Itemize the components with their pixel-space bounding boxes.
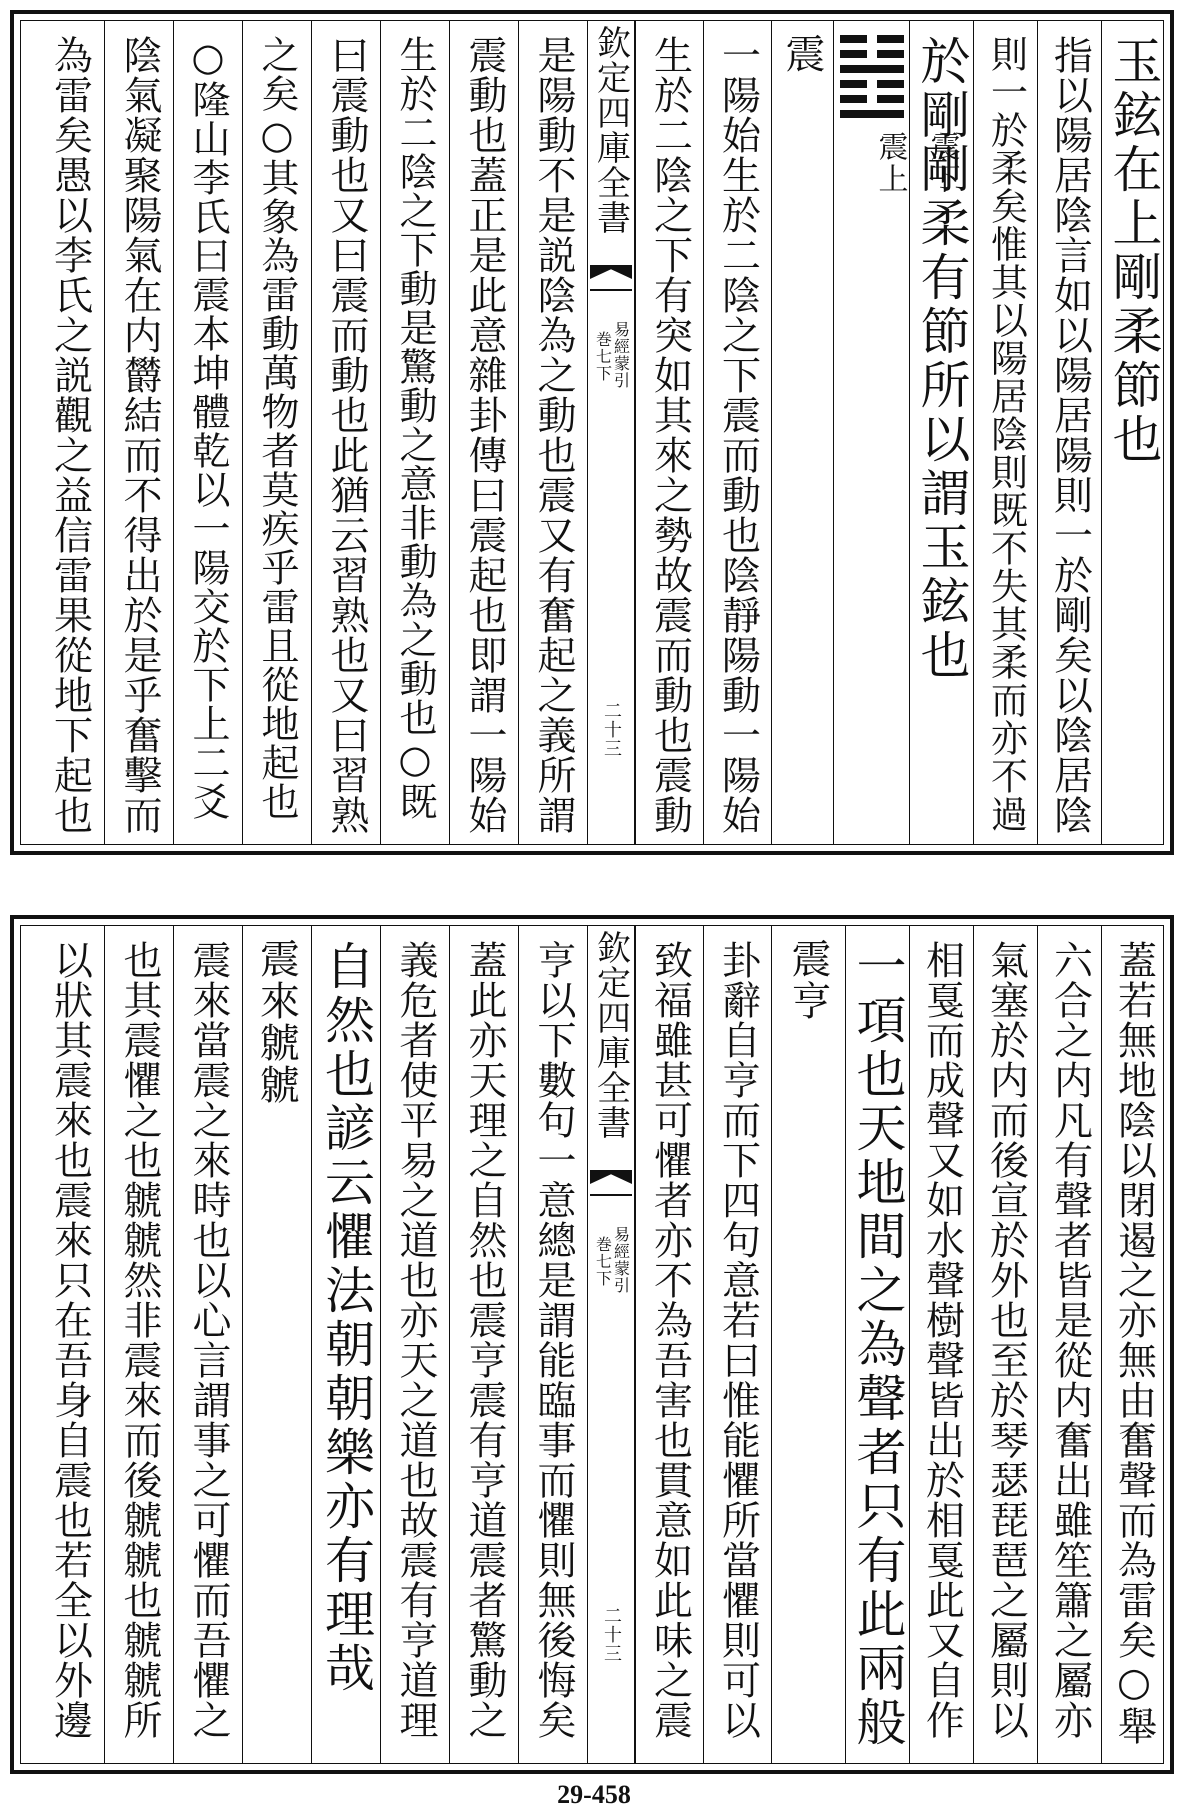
text-column <box>1037 926 1101 1763</box>
column-text: 相戛而成聲又如水聲樹聲皆出於相戛此又自作 <box>919 940 965 1740</box>
volume-label: 巻七下 <box>593 331 613 382</box>
column-text: 氣塞於内而後宣於外也至於琴瑟琵琶之屬則以 <box>983 940 1029 1740</box>
volume-label: 巻七下 <box>593 1236 613 1287</box>
text-column <box>104 21 173 844</box>
column-text: 則一於柔矣惟其以陽居陰則既不失其柔而亦不過 <box>984 35 1028 833</box>
text-column <box>518 21 587 844</box>
fish-tail-mark <box>590 265 632 295</box>
column-text: 也其震懼之也虩虩然非震來而後虩虩也虩虩所 <box>117 940 162 1740</box>
column-text: 於剛剛柔有節所以謂玉鉉也 <box>912 35 971 683</box>
page-code: 29-458 <box>557 1780 631 1809</box>
text-column <box>35 926 104 1763</box>
text-column <box>635 21 703 844</box>
text-column <box>311 21 380 844</box>
column-text: 卦辭自亨而下四句意若曰惟能懼所當懼則可以 <box>715 940 761 1740</box>
bottom-page <box>10 915 1174 1774</box>
book-title: 欽定四庫全書 <box>590 25 631 235</box>
column-text: 以狀其震來也震來只在吾身自震也若全以外邊 <box>47 940 93 1740</box>
text-column <box>104 926 173 1763</box>
text-column <box>1037 21 1101 844</box>
leaf-number: 二十三 <box>601 1606 622 1663</box>
text-column <box>173 21 242 844</box>
column-text: 震動也蓋正是此意雜卦傳曰震起也即謂一陽始 <box>462 35 507 835</box>
book-subtitle: 易經蒙引 <box>611 321 631 389</box>
hexagram-line <box>840 65 904 73</box>
column-text: 自然也諺云懼法朝朝樂亦有理哉 <box>317 940 375 1696</box>
text-column <box>1101 21 1165 844</box>
hexagram-line <box>840 50 904 58</box>
hexagram-zhen-symbol <box>840 35 904 125</box>
top-page <box>10 10 1174 855</box>
hexagram-line <box>840 80 904 88</box>
column-text: 一陽始生於二陰之下震而動也陰靜陽動一陽始 <box>715 35 761 835</box>
column-text: ○隆山李氏曰震本坤體乾以一陽交於下上二爻 <box>186 35 230 821</box>
book-subtitle: 易經蒙引 <box>611 1226 631 1294</box>
text-column <box>173 926 242 1763</box>
column-text: 義危者使平易之道也亦天之道也故震有亨道理 <box>393 940 438 1740</box>
hexagram-line <box>840 95 904 103</box>
section-heading: 震來虩虩 <box>253 938 300 1106</box>
column-text: 是陽動不是説陰為之動也震又有奮起之義所謂 <box>531 35 576 835</box>
text-column <box>973 926 1037 1763</box>
text-column <box>449 926 518 1763</box>
center-gutter <box>587 926 635 1763</box>
center-gutter <box>587 21 635 844</box>
top-page-frame <box>20 20 1164 845</box>
bottom-page-frame <box>20 925 1164 1764</box>
text-column <box>518 926 587 1763</box>
column-text: 指以陽居陰言如以陽居陽則一於剛矣以陰居陰 <box>1047 35 1093 835</box>
column-text: 生於二陰之下有突如其來之勢故震而動也震動 <box>647 35 693 835</box>
heading-column <box>242 926 311 1763</box>
text-column <box>449 21 518 844</box>
hexagram-line <box>840 35 904 43</box>
column-text: 玉鉉在上剛柔節也 <box>1104 35 1163 467</box>
text-column <box>703 926 771 1763</box>
book-title: 欽定四庫全書 <box>590 930 631 1140</box>
hexagram-line <box>840 110 904 118</box>
text-column <box>380 926 449 1763</box>
lower-trigram-label: 震下 <box>924 131 960 195</box>
text-column <box>1101 926 1165 1763</box>
column-text: 致福雖甚可懼者亦不為吾害也貫意如此味之震 <box>647 940 693 1740</box>
leaf-number: 二十三 <box>601 701 622 758</box>
text-column <box>909 926 973 1763</box>
text-column <box>635 926 703 1763</box>
text-column <box>380 21 449 844</box>
column-text: 一項也天地間之為聲者只有此兩般 <box>848 940 907 1750</box>
text-column <box>35 21 104 844</box>
column-text: 為雷矣愚以李氏之説觀之益信雷果從地下起也 <box>47 35 93 835</box>
heading-column <box>771 21 833 844</box>
text-column <box>845 926 909 1763</box>
heading-column <box>771 926 845 1763</box>
text-column <box>703 21 771 844</box>
column-text: 蓋此亦天理之自然也震亨震有亨道震者驚動之 <box>462 940 507 1740</box>
column-text: 蓋若無地陰以閉遏之亦無由奮聲而為雷矣○舉 <box>1111 940 1157 1746</box>
text-column <box>242 21 311 844</box>
fish-tail-mark <box>590 1170 632 1200</box>
column-text: 震來當震之來時也以心言謂事之可懼而吾懼之 <box>186 940 231 1740</box>
column-text: 曰震動也又曰震而動也此猶云習熟也又曰習熟 <box>324 35 369 835</box>
column-text: 陰氣凝聚陽氣在内欝結而不得出於是乎奮擊而 <box>117 35 162 835</box>
text-column <box>311 926 380 1763</box>
column-text: 之矣○其象為雷動萬物者莫疾乎雷且從地起也 <box>255 35 299 821</box>
text-column <box>973 21 1037 844</box>
section-heading: 震亨 <box>785 938 831 1022</box>
section-heading: 震 <box>779 33 825 75</box>
column-text: 亨以下數句一意總是謂能臨事而懼則無後悔矣 <box>531 940 576 1740</box>
column-text: 生於二陰之下動是驚動之意非動為之動也○既 <box>393 35 437 821</box>
upper-trigram-label: 震上 <box>872 131 908 195</box>
column-text: 六合之内凡有聲者皆是從内奮出雖笙簫之屬亦 <box>1047 940 1093 1740</box>
